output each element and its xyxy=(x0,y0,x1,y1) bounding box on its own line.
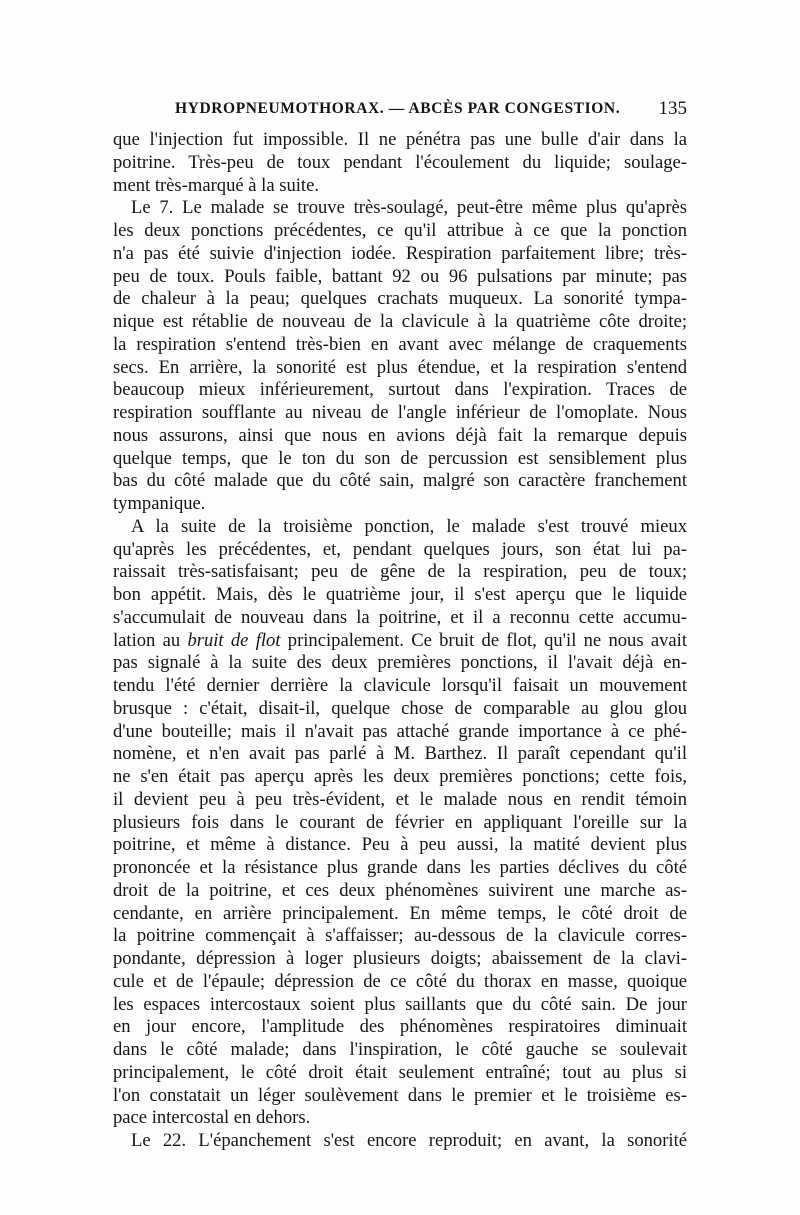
text-segment: lation au xyxy=(113,629,188,651)
text-line: principalement, le côté droit était seulement entraîné; tout au plus si xyxy=(113,1061,687,1083)
text-line: tympanique. xyxy=(113,493,206,514)
text-line: peu de toux. Pouls faible, battant 92 ou 96 pulsations par minute; pas xyxy=(113,265,687,287)
text-line: beaucoup mieux inférieurement, surtout dans l'expiration. Traces de xyxy=(113,379,687,401)
text-line: respiration soufflante au niveau de l'angle inférieur de l'omoplate. Nous xyxy=(113,402,687,423)
text-line: Le 7. Le malade se trouve très-soulagé, peut-être même plus qu'après xyxy=(131,197,687,219)
page-number: 135 xyxy=(658,98,687,119)
text-line: quelque temps, que le ton du son de percussion est sensiblement plus xyxy=(113,447,687,469)
text-segment: principalement. Ce bruit de flot, qu'il ne nous avait xyxy=(280,629,687,651)
text-line: prononcée et la résistance plus grande dans les parties déclives du côté xyxy=(113,857,687,878)
text-line: nique est rétablie de nouveau de la clavicule à la quatrième côte droite; xyxy=(113,311,687,332)
text-line: les espaces intercostaux soient plus saillants que du côté sain. De jour xyxy=(113,993,687,1015)
italic-term: bruit de flot xyxy=(187,629,281,651)
text-line: poitrine. Très-peu de toux pendant l'écoulement du liquide; soulage- xyxy=(113,151,687,173)
text-line: tendu l'été dernier derrière la clavicule lorsqu'il faisait un mouvement xyxy=(113,675,687,696)
text-line: raissait très-satisfaisant; peu de gêne de la respiration, peu de toux; xyxy=(113,561,687,583)
running-head: HYDROPNEUMOTHORAX. — ABCÈS PAR CONGESTION. xyxy=(175,100,621,117)
text-line: il devient peu à peu très-évident, et le malade nous en rendit témoin xyxy=(113,788,687,810)
text-line: de chaleur à la peau; quelques crachats muqueux. La sonorité tympa- xyxy=(113,288,687,310)
text-line: cendante, en arrière principalement. En même temps, le côté droit de xyxy=(113,902,687,924)
text-line: pace intercostal en dehors. xyxy=(113,1107,311,1129)
text-line: bon appétit. Mais, dès le quatrième jour, il s'est aperçu que le liquide xyxy=(113,584,687,605)
text-line: cule et de l'épaule; dépression de ce côté du thorax en masse, quoique xyxy=(113,970,687,992)
text-line: en jour encore, l'amplitude des phénomènes respiratoires diminuait xyxy=(113,1016,687,1038)
page-header xyxy=(113,98,687,124)
text-line xyxy=(113,630,687,653)
text-line: la respiration s'entend très-bien en avant avec mélange de craquements xyxy=(113,333,687,355)
text-line: pondante, dépression à loger plusieurs doigts; abaissement de la clavi- xyxy=(113,948,687,969)
text-line: bas du côté malade que du côté sain, malgré son caractère franchement xyxy=(113,470,687,492)
text-line: d'une bouteille; mais il n'avait pas attaché grande importance à ce phé- xyxy=(113,720,687,742)
text-line: la poitrine commençait à s'affaisser; au-dessous de la clavicule corres- xyxy=(113,925,687,947)
text-line: poitrine, et même à distance. Peu à peu aussi, la matité devient plus xyxy=(113,834,687,856)
text-line: n'a pas été suivie d'injection iodée. Respiration parfaitement libre; très- xyxy=(113,242,687,264)
text-line: nomène, et n'en avait pas parlé à M. Barthez. Il paraît cependant qu'il xyxy=(113,743,687,765)
text-line: A la suite de la troisième ponction, le malade s'est trouvé mieux xyxy=(131,515,687,537)
text-line: Le 22. L'épanchement s'est encore reproduit; en avant, la sonorité xyxy=(131,1130,687,1151)
text-line: brusque : c'était, disait-il, quelque chose de comparable au glou glou xyxy=(113,697,687,719)
text-line: qu'après les précédentes, et, pendant quelques jours, son état lui pa- xyxy=(113,538,687,560)
text-line: plusieurs fois dans le courant de février en appliquant l'oreille sur la xyxy=(113,811,687,833)
text-line: s'accumulait de nouveau dans la poitrine, et il a reconnu cette accumu- xyxy=(113,606,687,628)
text-line: les deux ponctions précédentes, ce qu'il attribue à ce que la ponction xyxy=(113,220,687,241)
text-line: dans le côté malade; dans l'inspiration, le côté gauche se soulevait xyxy=(113,1039,687,1060)
text-line: ment très-marqué à la suite. xyxy=(113,174,320,196)
text-line: nous assurons, ainsi que nous en avions déjà fait la remarque depuis xyxy=(113,424,687,446)
text-line: que l'injection fut impossible. Il ne pénétra pas une bulle d'air dans la xyxy=(113,129,687,150)
text-line: pas signalé à la suite des deux premières ponctions, il l'avait déjà en- xyxy=(113,652,687,674)
text-line: l'on constatait un léger soulèvement dans le premier et le troisième es- xyxy=(113,1084,687,1106)
body-text xyxy=(113,129,687,1153)
text-line: secs. En arrière, la sonorité est plus étendue, et la respiration s'entend xyxy=(113,356,687,378)
text-line: ne s'en était pas aperçu après les deux premières ponctions; cette fois, xyxy=(113,766,687,787)
text-line: droit de la poitrine, et ces deux phénomènes suivirent une marche as- xyxy=(113,879,687,901)
